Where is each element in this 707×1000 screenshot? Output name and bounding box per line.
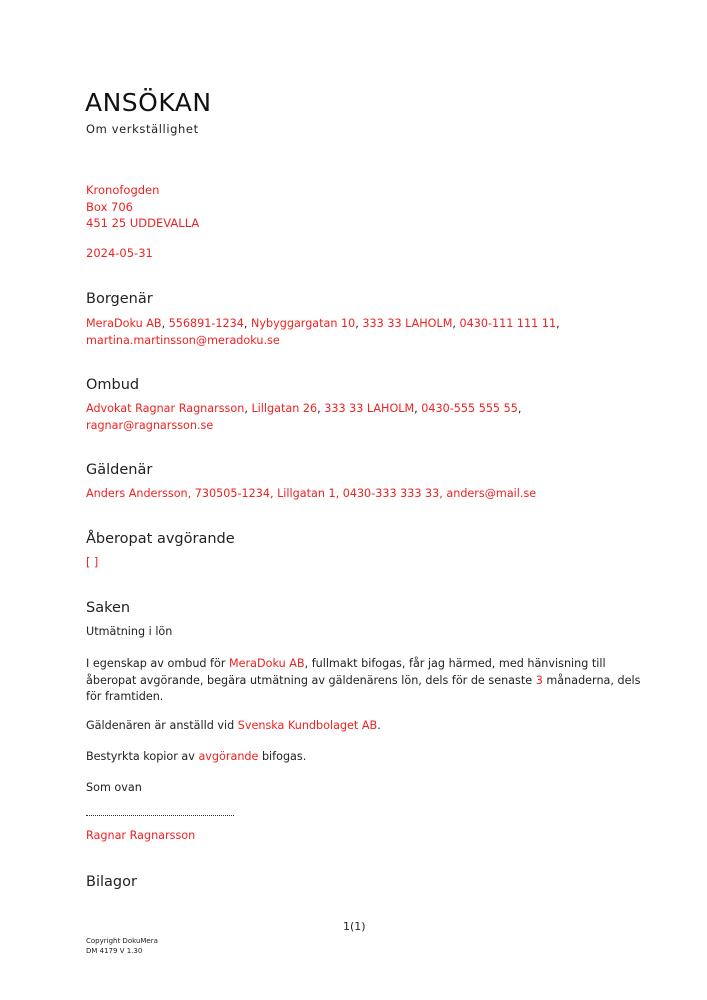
borgenar-email: martina.martinsson@meradoku.se [86, 333, 280, 347]
ombud-heading: Ombud [86, 377, 140, 393]
aberopat-heading: Åberopat avgörande [86, 531, 235, 547]
decision-ref: avgörande [198, 750, 259, 763]
ombud-street: Lillgatan 26 [251, 402, 318, 415]
employer-name: Svenska Kundbolaget AB [237, 719, 378, 732]
ombud-details: Advokat Ragnar Ragnarsson, Lillgatan 26, 333 33 LAHOLM, 0430-555 555 55, ragnar@ragnarsson.se [86, 402, 522, 432]
ombud-city: 333 33 LAHOLM [324, 402, 415, 415]
borgenar-heading: Borgenär [86, 291, 153, 307]
recipient-city: 451 25 UDDEVALLA [86, 216, 200, 230]
galdenar-heading: Gäldenär [86, 462, 153, 478]
saken-paragraph-request: I egenskap av ombud för MeraDoku AB, fullmakt bifogas, får jag härmed, med hänvisning till åberopat avgörande, begära utmätning av gäldenärens lön, dels för de senaste 3 månaderna, dels för framtiden. [86, 657, 641, 703]
months-count: 3 [535, 673, 543, 687]
page-number: 1(1) [343, 920, 366, 933]
document-subtitle: Om verkställighet [86, 122, 199, 136]
ombud-email: ragnar@ragnarsson.se [86, 418, 214, 432]
aberopat-value: [ ] [86, 556, 99, 569]
footer-copyright: Copyright DokuMera [86, 937, 158, 945]
creditor-name-ref: MeraDoku AB [229, 657, 305, 670]
saken-subject: Utmätning i lön [86, 625, 173, 638]
bilagor-heading: Bilagor [86, 874, 137, 890]
recipient-name: Kronofogden [86, 183, 160, 197]
signature-name: Ragnar Ragnarsson [86, 829, 196, 842]
borgenar-details: MeraDoku AB, 556891-1234, Nybyggargatan 10, 333 33 LAHOLM, 0430-111 111 11, martina.martinsson@meradoku.se [86, 317, 560, 347]
borgenar-orgnr: 556891-1234 [168, 317, 244, 330]
footer-version: DM 4179 V 1.30 [86, 947, 143, 955]
document-title: ANSÖKAN [85, 88, 212, 117]
galdenar-details: Anders Andersson, 730505-1234, Lillgatan 1, 0430-333 333 33, anders@mail.se [86, 487, 537, 500]
recipient-address [86, 182, 199, 232]
borgenar-name: MeraDoku AB [86, 317, 162, 330]
saken-paragraph-attachments: Bestyrkta kopior av avgörande bifogas. [86, 750, 307, 763]
ombud-name: Advokat Ragnar Ragnarsson [86, 402, 245, 415]
closing-text: Som ovan [86, 781, 142, 794]
ombud-phone: 0430-555 555 55 [421, 402, 518, 415]
borgenar-street: Nybyggargatan 10 [251, 317, 356, 330]
borgenar-phone: 0430-111 111 11 [459, 317, 557, 330]
footer [86, 936, 158, 956]
saken-heading: Saken [86, 600, 131, 616]
saken-paragraph-employer: Gäldenären är anställd vid Svenska Kundbolaget AB. [86, 719, 381, 732]
signature-line [86, 815, 234, 816]
borgenar-city: 333 33 LAHOLM [362, 317, 453, 330]
recipient-box: Box 706 [86, 199, 133, 214]
document-date: 2024-05-31 [86, 246, 153, 260]
